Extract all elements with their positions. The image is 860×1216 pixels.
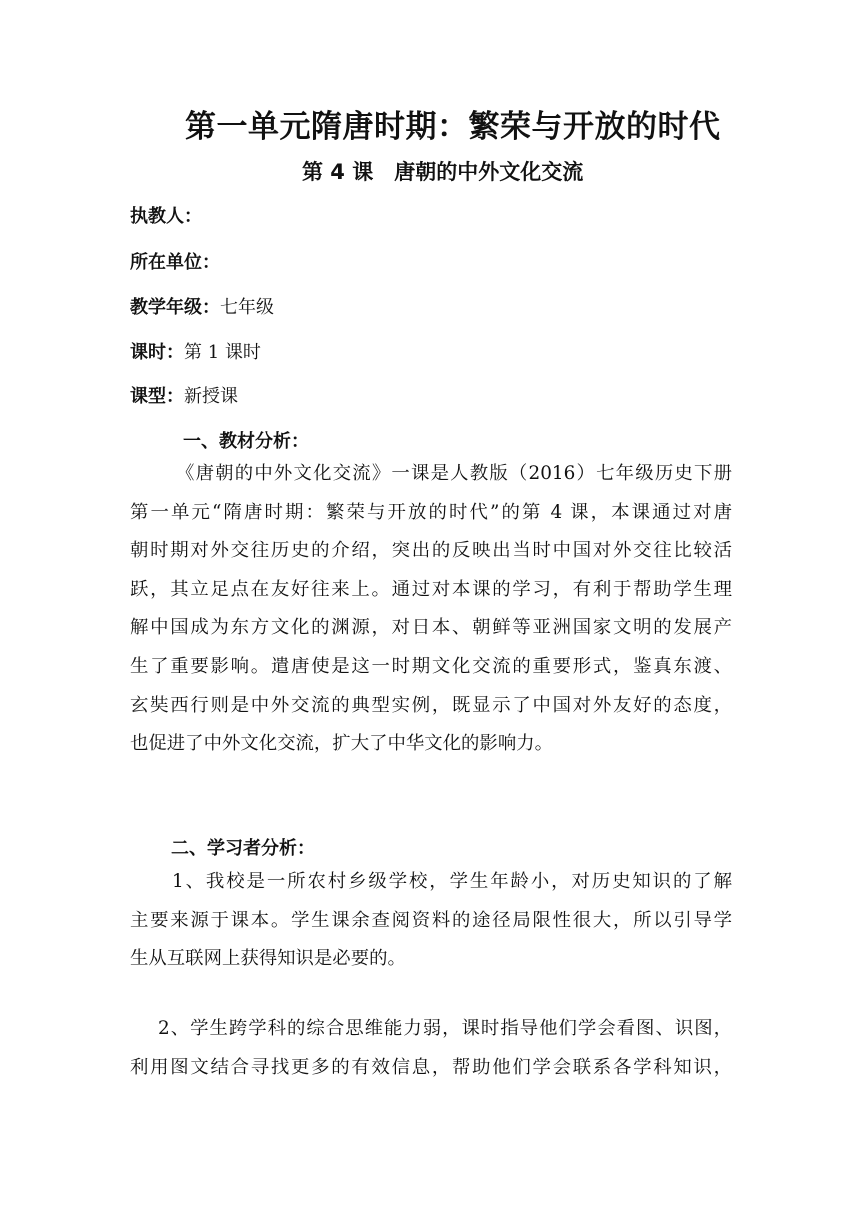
paragraph-line: 主要来源于课本。学生课余查阅资料的途径局限性很大，所以引导学: [130, 909, 732, 931]
paragraph-line: 解中国成为东方文化的渊源，对日本、朝鲜等亚洲国家文明的发展产: [130, 617, 732, 639]
meta-teacher: [130, 204, 202, 230]
meta-period-value: 第 1 课时: [184, 342, 261, 363]
meta-type-value: 新授课: [184, 386, 238, 407]
lesson-title: 第 4 课 唐朝的中外文化交流: [302, 160, 584, 184]
meta-type-label: 课型：: [130, 386, 184, 407]
paragraph-line: 第一单元“隋唐时期：繁荣与开放的时代”的第 4 课，本课通过对唐: [130, 501, 732, 523]
meta-grade-label: 教学年级：: [130, 297, 220, 318]
meta-type: [130, 384, 238, 410]
paragraph-line: 生从互联网上获得知识是必要的。: [130, 948, 406, 970]
meta-period: [130, 340, 261, 366]
meta-grade: [130, 295, 274, 321]
meta-grade-value: 七年级: [220, 297, 274, 318]
paragraph-line: 朝时期对外交往历史的介绍，突出的反映出当时中国对外交往比较活: [130, 540, 732, 562]
section-heading-learner: 二、学习者分析：: [171, 838, 315, 859]
paragraph-line: 1、我校是一所农村乡级学校，学生年龄小，对历史知识的了解: [172, 871, 732, 892]
meta-unit-label: 所在单位：: [130, 252, 220, 273]
paragraph-line: 《唐朝的中外文化交流》一课是人教版（2016）七年级历史下册: [176, 463, 732, 484]
paragraph-learner-2: [130, 1010, 732, 1087]
paragraph-line: 跃，其立足点在友好往来上。通过对本课的学习，有利于帮助学生理: [130, 578, 732, 600]
paragraph-line: 利用图文结合寻找更多的有效信息，帮助他们学会联系各学科知识，: [130, 1056, 732, 1078]
paragraph-textbook-analysis: [130, 455, 732, 764]
paragraph-line: 2、学生跨学科的综合思维能力弱，课时指导他们学会看图、识图，: [158, 1018, 732, 1039]
meta-unit: [130, 250, 220, 276]
paragraph-line: 也促进了中外文化交流，扩大了中华文化的影响力。: [130, 733, 553, 755]
unit-title: 第一单元隋唐时期：繁荣与开放的时代: [185, 109, 721, 145]
paragraph-line: 生了重要影响。遣唐使是这一时期文化交流的重要形式，鉴真东渡、: [130, 655, 732, 677]
paragraph-line: 玄奘西行则是中外交流的典型实例，既显示了中国对外友好的态度，: [130, 694, 732, 716]
meta-period-label: 课时：: [130, 342, 184, 363]
paragraph-learner-1: [130, 863, 732, 979]
section-heading-textbook: 一、教材分析：: [183, 431, 309, 452]
meta-teacher-label: 执教人：: [130, 206, 202, 227]
